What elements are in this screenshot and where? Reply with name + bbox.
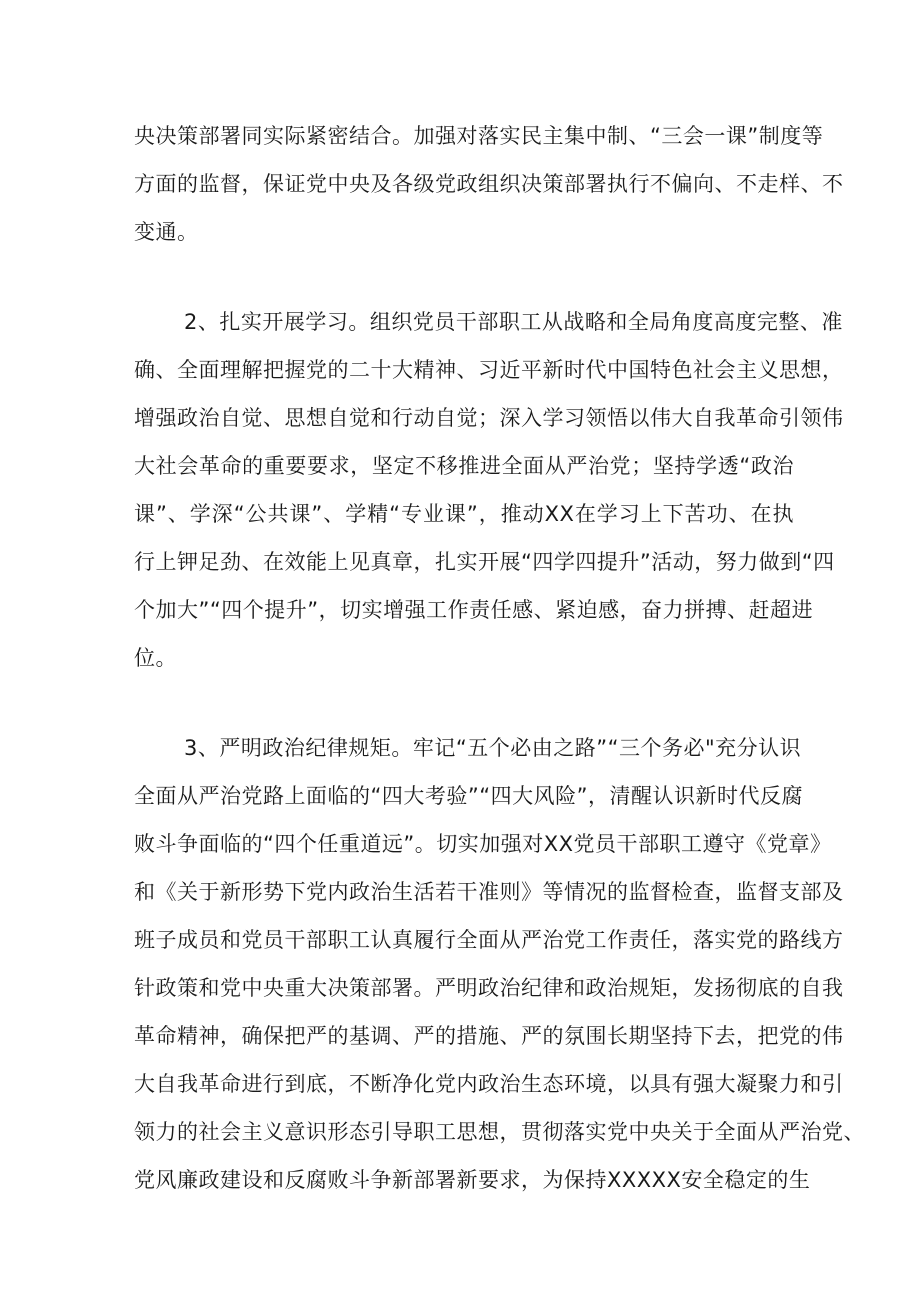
paragraph-1-line-2: 方面的监督，保证党中央及各级党政组织决策部署执行不偏向、不走样、不: [134, 172, 844, 196]
paragraph-2-line-4: 大社会革命的重要要求，坚定不移推进全面从严治党；坚持学透“政治: [134, 454, 794, 478]
paragraph-3-line-9: 领力的社会主义意识形态引导职工思想，贯彻落实党中央关于全面从严治党、: [134, 1120, 865, 1144]
paragraph-3-line-1: 3、严明政治纪律规矩。牢记“五个必由之路”“三个务必"充分认识: [184, 736, 802, 760]
paragraph-1-line-3: 变通。: [134, 220, 199, 244]
paragraph-2-line-5: 课”、学深“公共课”、学精“专业课”，推动XX在学习上下苦功、在执: [134, 502, 794, 526]
paragraph-3-line-10: 党风廉政建设和反腐败斗争新部署新要求，为保持XXXXX安全稳定的生: [134, 1168, 811, 1192]
paragraph-2-line-7: 个加大”“四个提升”，切实增强工作责任感、紧迫感，奋力拼搏、赶超进: [134, 598, 814, 622]
paragraph-1-line-1: 央决策部署同实际紧密结合。加强对落实民主集中制、“三会一课”制度等: [134, 124, 824, 148]
paragraph-2-line-6: 行上钾足劲、在效能上见真章，扎实开展“四学四提升”活动，努力做到“四: [134, 550, 835, 574]
paragraph-3-line-4: 和《关于新形势下党内政治生活若干准则》等情况的监督检查，监督支部及: [134, 880, 844, 904]
paragraph-3-line-5: 班子成员和党员干部职工认真履行全面从严治党工作责任，落实党的路线方: [134, 928, 844, 952]
paragraph-3-line-8: 大自我革命进行到底，不断净化党内政治生态环境，以具有强大凝聚力和引: [134, 1072, 844, 1096]
paragraph-2-line-3: 增强政治自觉、思想自觉和行动自觉；深入学习领悟以伟大自我革命引领伟: [134, 406, 844, 430]
paragraph-2-line-8: 位。: [134, 646, 177, 670]
paragraph-3-line-2: 全面从严治党路上面临的“四大考验”“四大风险”，清醒认识新时代反腐: [134, 784, 804, 808]
paragraph-2-line-1: 2、扎实开展学习。组织党员干部职工从战略和全局角度高度完整、准: [184, 310, 843, 334]
paragraph-3-line-3: 败斗争面临的“四个任重道远”。切实加强对XX党员干部职工遵守《党章》: [134, 832, 832, 856]
paragraph-3-line-6: 针政策和党中央重大决策部署。严明政治纪律和政治规矩，发扬彻底的自我: [134, 976, 844, 1000]
paragraph-3-line-7: 革命精神，确保把严的基调、严的措施、严的氛围长期坚持下去，把党的伟: [134, 1024, 844, 1048]
paragraph-2-line-2: 确、全面理解把握党的二十大精神、习近平新时代中国特色社会主义思想，: [134, 358, 844, 382]
